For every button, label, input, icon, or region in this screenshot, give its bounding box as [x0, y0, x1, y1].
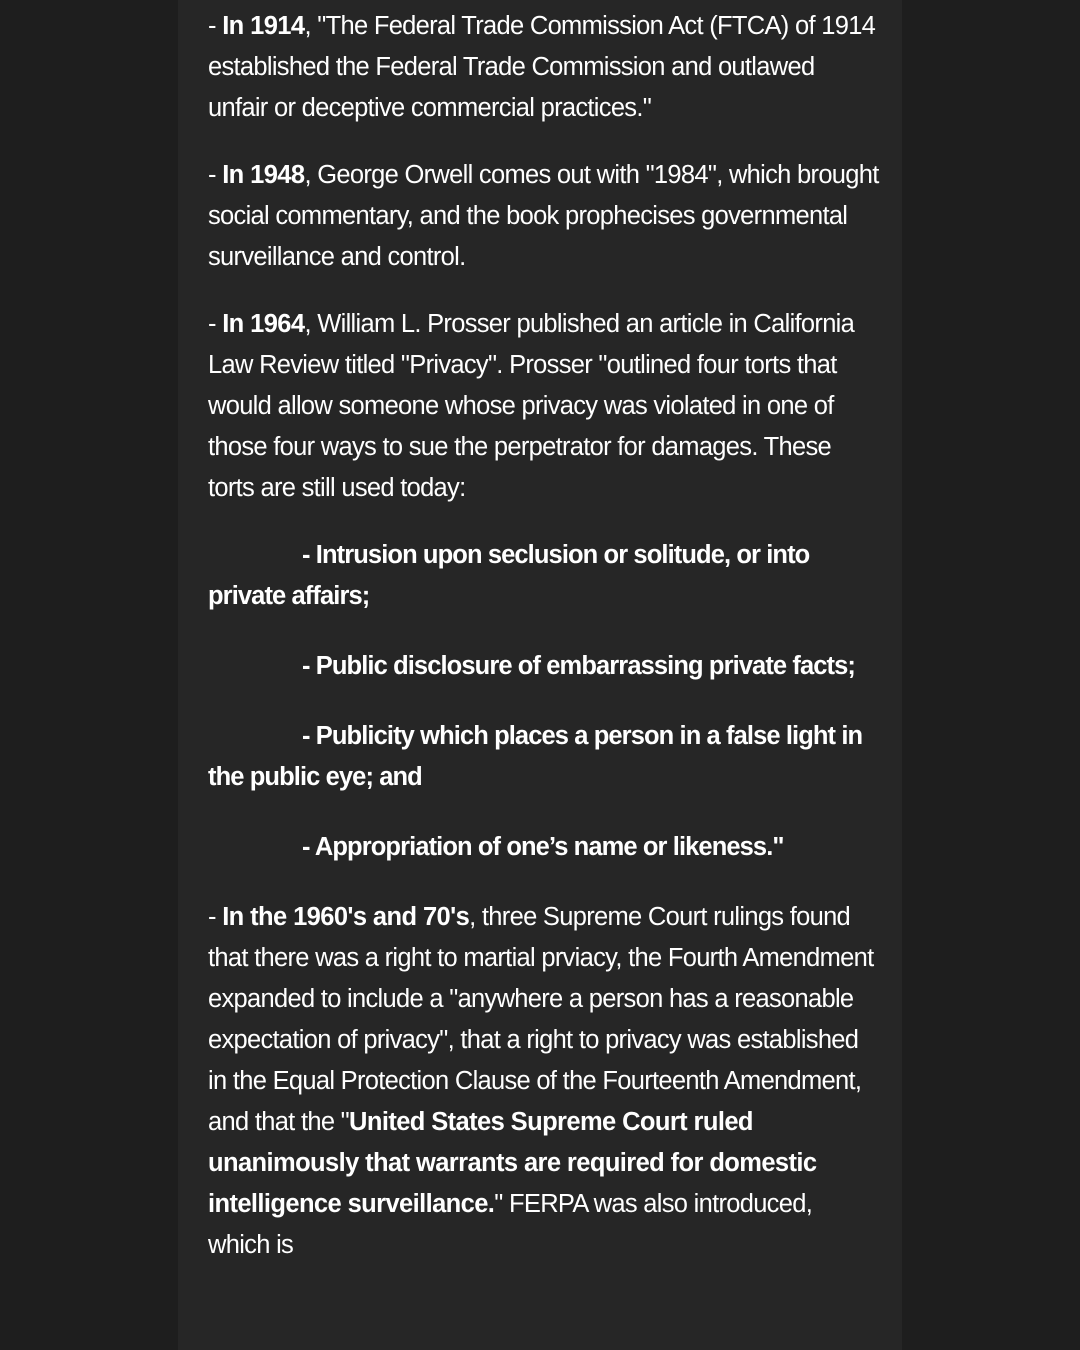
entry-tail: " FERPA was also introduced, which is: [208, 1190, 813, 1259]
tort-item: [208, 716, 880, 798]
entry-dash: -: [208, 161, 223, 189]
entry-1964: [208, 304, 880, 509]
tort-text: - Intrusion upon seclusion or solitude, or into private affairs;: [208, 541, 810, 610]
tort-item: [208, 646, 880, 687]
entry-text: , three Supreme Court rulings found that there was a right to martial prviacy, the Fourth Amendment expanded to include a "anywhere a person has a reasonable expectation of privacy", that a right to privacy was established in the Equal Protection Clause of the Fourteenth Amendment, and that the ": [208, 903, 874, 1136]
entry-1960s: [208, 897, 880, 1266]
entry-year: In 1964: [222, 310, 305, 338]
tort-item: [208, 535, 880, 617]
tort-text: - Publicity which places a person in a false light in the public eye; and: [208, 722, 863, 791]
entry-dash: -: [208, 903, 223, 931]
article-body: [208, 6, 880, 1292]
entry-year: In 1914: [222, 12, 305, 40]
entry-1948: [208, 155, 880, 278]
entry-dash: -: [208, 310, 223, 338]
entry-text: , George Orwell comes out with "1984", which brought social commentary, and the book prophecises governmental surveillance and control.: [208, 161, 879, 271]
entry-1914: [208, 6, 880, 129]
entry-year: In the 1960's and 70's: [222, 903, 470, 931]
entry-bold-quote: United States Supreme Court ruled unanimously that warrants are required for domestic intelligence surveillance.: [208, 1108, 817, 1218]
tort-text: - Appropriation of one’s name or likeness.": [302, 833, 784, 861]
entry-year: In 1948: [222, 161, 305, 189]
entry-text: , "The Federal Trade Commission Act (FTCA) of 1914 established the Federal Trade Commission and outlawed unfair or deceptive commercial practices.": [208, 12, 876, 122]
entry-text: , William L. Prosser published an article in California Law Review titled "Privacy". Prosser "outlined four torts that would allow someone whose privacy was violated in one of those four ways to sue the perpetrator for damages. These torts are still used today:: [208, 310, 855, 502]
tort-item: [208, 827, 880, 868]
tort-text: - Public disclosure of embarrassing private facts;: [302, 652, 856, 680]
entry-dash: -: [208, 12, 223, 40]
